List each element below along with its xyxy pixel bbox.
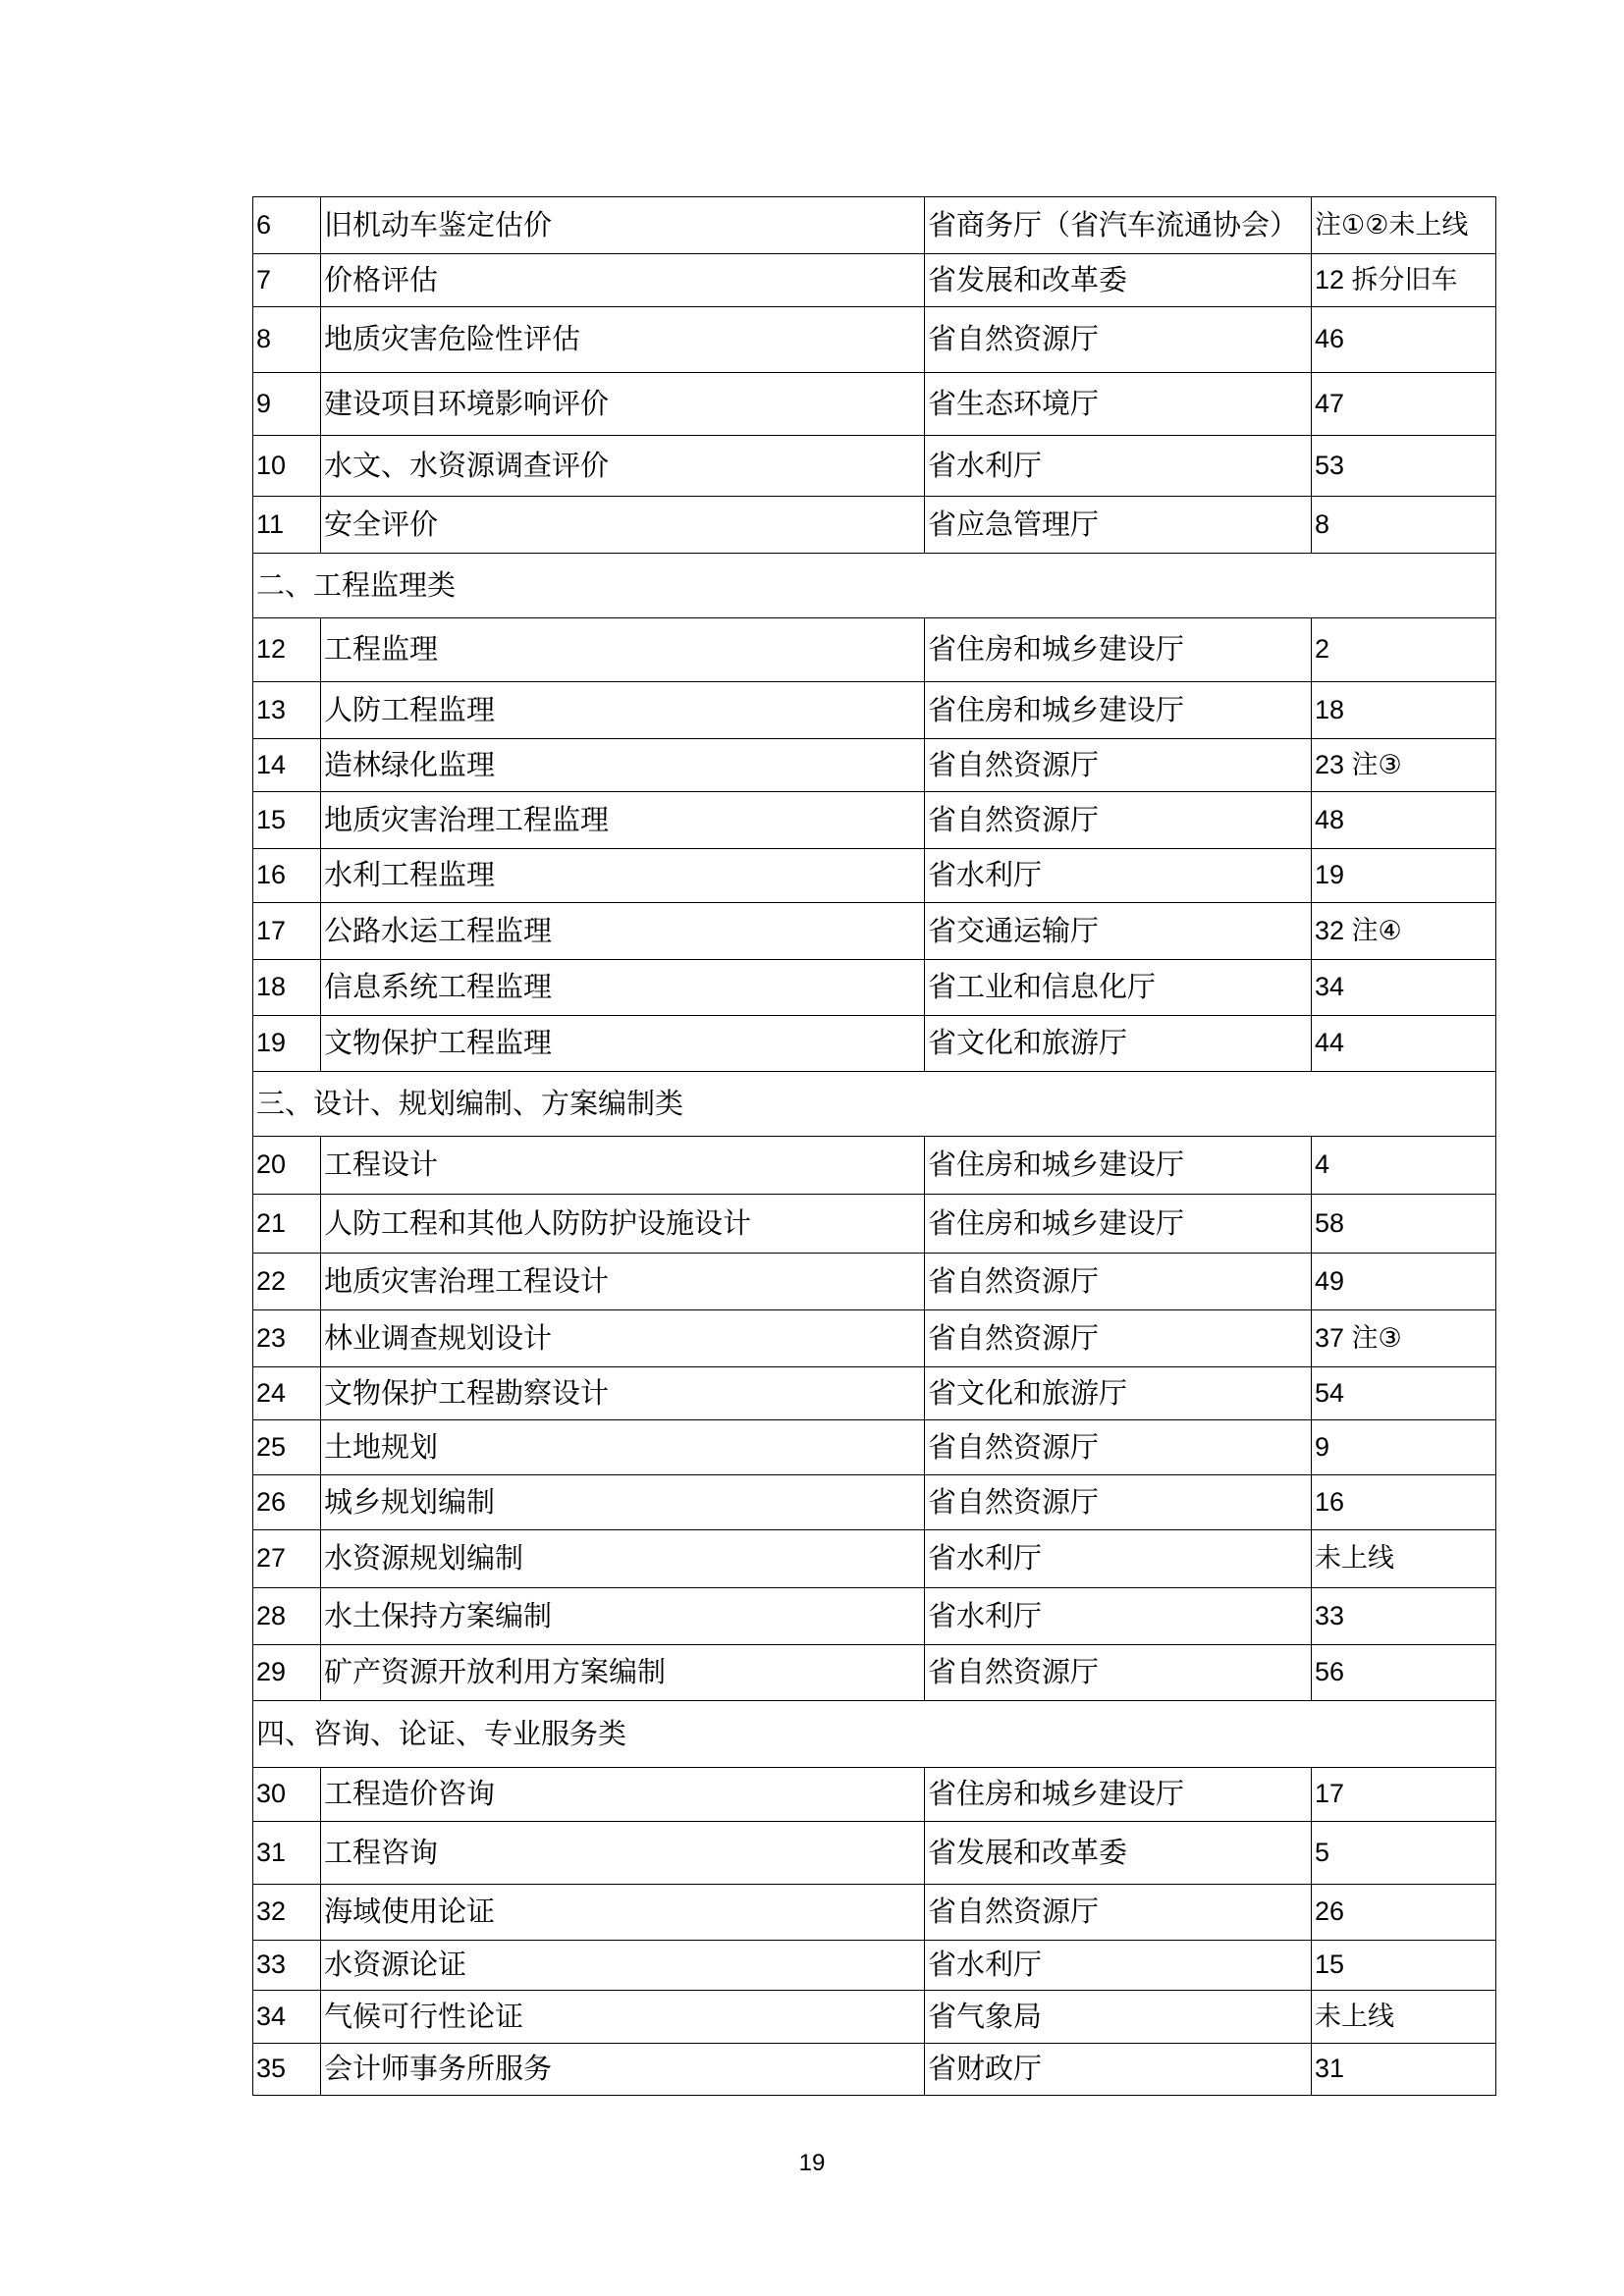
service-name: 文物保护工程监理: [321, 1016, 925, 1072]
department: 省自然资源厅: [925, 739, 1312, 792]
table-row: [253, 307, 1496, 373]
code-note: 48: [1312, 792, 1496, 849]
table-row: [253, 903, 1496, 960]
row-number: 21: [253, 1195, 321, 1254]
service-name: 工程设计: [321, 1137, 925, 1195]
service-name: 文物保护工程勘察设计: [321, 1367, 925, 1420]
service-name: 水文、水资源调查评价: [321, 436, 925, 497]
code-note: 12 拆分旧车: [1312, 254, 1496, 307]
row-number: 16: [253, 849, 321, 903]
code-note: 16: [1312, 1475, 1496, 1530]
code-note: 44: [1312, 1016, 1496, 1072]
row-number: 34: [253, 1991, 321, 2044]
code-note: 37 注③: [1312, 1310, 1496, 1367]
row-number: 15: [253, 792, 321, 849]
table-row: [253, 1991, 1496, 2044]
code-note: 31: [1312, 2044, 1496, 2096]
section-title: 二、工程监理类: [253, 554, 1496, 618]
row-number: 13: [253, 682, 321, 739]
department: 省交通运输厅: [925, 903, 1312, 960]
services-table: [252, 196, 1496, 2096]
service-name: 价格评估: [321, 254, 925, 307]
service-name: 土地规划: [321, 1420, 925, 1475]
service-name: 会计师事务所服务: [321, 2044, 925, 2096]
row-number: 35: [253, 2044, 321, 2096]
table-row: [253, 1195, 1496, 1254]
department: 省自然资源厅: [925, 1475, 1312, 1530]
table-row: [253, 497, 1496, 554]
code-note: 56: [1312, 1645, 1496, 1701]
department: 省商务厅（省汽车流通协会）: [925, 197, 1312, 254]
service-name: 旧机动车鉴定估价: [321, 197, 925, 254]
row-number: 25: [253, 1420, 321, 1475]
table-row: [253, 960, 1496, 1016]
code-note: 18: [1312, 682, 1496, 739]
table-row: [253, 1254, 1496, 1310]
table-row: [253, 1016, 1496, 1072]
table-row: [253, 197, 1496, 254]
department: 省水利厅: [925, 1941, 1312, 1991]
code-note: 53: [1312, 436, 1496, 497]
table-row: [253, 1885, 1496, 1941]
table-row: [253, 1941, 1496, 1991]
table-row: [253, 436, 1496, 497]
row-number: 17: [253, 903, 321, 960]
table-row: [253, 254, 1496, 307]
code-note: 8: [1312, 497, 1496, 554]
service-name: 林业调查规划设计: [321, 1310, 925, 1367]
code-note: 23 注③: [1312, 739, 1496, 792]
department: 省财政厅: [925, 2044, 1312, 2096]
table-row: [253, 1420, 1496, 1475]
row-number: 27: [253, 1530, 321, 1588]
code-note: 46: [1312, 307, 1496, 373]
row-number: 12: [253, 618, 321, 682]
service-name: 安全评价: [321, 497, 925, 554]
department: 省自然资源厅: [925, 792, 1312, 849]
table-row: [253, 2044, 1496, 2096]
row-number: 11: [253, 497, 321, 554]
service-name: 矿产资源开放利用方案编制: [321, 1645, 925, 1701]
department: 省应急管理厅: [925, 497, 1312, 554]
department: 省自然资源厅: [925, 1254, 1312, 1310]
department: 省自然资源厅: [925, 1310, 1312, 1367]
section-row: [253, 554, 1496, 618]
department: 省水利厅: [925, 436, 1312, 497]
row-number: 30: [253, 1768, 321, 1822]
row-number: 33: [253, 1941, 321, 1991]
row-number: 10: [253, 436, 321, 497]
page-number: 19: [798, 2150, 826, 2176]
table-row: [253, 1475, 1496, 1530]
row-number: 31: [253, 1822, 321, 1885]
service-name: 工程咨询: [321, 1822, 925, 1885]
row-number: 23: [253, 1310, 321, 1367]
department: 省发展和改革委: [925, 1822, 1312, 1885]
table-row: [253, 1588, 1496, 1645]
code-note: 2: [1312, 618, 1496, 682]
section-row: [253, 1701, 1496, 1768]
row-number: 26: [253, 1475, 321, 1530]
row-number: 29: [253, 1645, 321, 1701]
section-row: [253, 1072, 1496, 1137]
table-row: [253, 373, 1496, 436]
service-name: 公路水运工程监理: [321, 903, 925, 960]
code-note: 47: [1312, 373, 1496, 436]
service-name: 城乡规划编制: [321, 1475, 925, 1530]
table-body: [253, 197, 1496, 2096]
section-title: 三、设计、规划编制、方案编制类: [253, 1072, 1496, 1137]
code-note: 未上线: [1312, 1991, 1496, 2044]
department: 省自然资源厅: [925, 1645, 1312, 1701]
department: 省发展和改革委: [925, 254, 1312, 307]
department: 省住房和城乡建设厅: [925, 1137, 1312, 1195]
code-note: 17: [1312, 1768, 1496, 1822]
code-note: 26: [1312, 1885, 1496, 1941]
service-name: 造林绿化监理: [321, 739, 925, 792]
code-note: 注①②未上线: [1312, 197, 1496, 254]
service-name: 水利工程监理: [321, 849, 925, 903]
row-number: 9: [253, 373, 321, 436]
row-number: 14: [253, 739, 321, 792]
service-name: 建设项目环境影响评价: [321, 373, 925, 436]
table-row: [253, 792, 1496, 849]
row-number: 7: [253, 254, 321, 307]
service-name: 信息系统工程监理: [321, 960, 925, 1016]
section-title: 四、咨询、论证、专业服务类: [253, 1701, 1496, 1768]
table-row: [253, 618, 1496, 682]
department: 省住房和城乡建设厅: [925, 682, 1312, 739]
row-number: 22: [253, 1254, 321, 1310]
row-number: 32: [253, 1885, 321, 1941]
department: 省生态环境厅: [925, 373, 1312, 436]
code-note: 19: [1312, 849, 1496, 903]
table-row: [253, 739, 1496, 792]
department: 省自然资源厅: [925, 307, 1312, 373]
department: 省住房和城乡建设厅: [925, 1768, 1312, 1822]
department: 省水利厅: [925, 1530, 1312, 1588]
row-number: 24: [253, 1367, 321, 1420]
service-name: 水资源论证: [321, 1941, 925, 1991]
service-name: 气候可行性论证: [321, 1991, 925, 2044]
service-name: 海域使用论证: [321, 1885, 925, 1941]
row-number: 18: [253, 960, 321, 1016]
service-name: 地质灾害危险性评估: [321, 307, 925, 373]
service-name: 水土保持方案编制: [321, 1588, 925, 1645]
code-note: 54: [1312, 1367, 1496, 1420]
department: 省自然资源厅: [925, 1885, 1312, 1941]
service-name: 人防工程和其他人防防护设施设计: [321, 1195, 925, 1254]
table-row: [253, 1530, 1496, 1588]
department: 省文化和旅游厅: [925, 1016, 1312, 1072]
code-note: 34: [1312, 960, 1496, 1016]
code-note: 未上线: [1312, 1530, 1496, 1588]
service-name: 工程监理: [321, 618, 925, 682]
code-note: 33: [1312, 1588, 1496, 1645]
table-row: [253, 682, 1496, 739]
code-note: 49: [1312, 1254, 1496, 1310]
service-name: 工程造价咨询: [321, 1768, 925, 1822]
table-row: [253, 1310, 1496, 1367]
table-row: [253, 1137, 1496, 1195]
row-number: 8: [253, 307, 321, 373]
department: 省自然资源厅: [925, 1420, 1312, 1475]
service-name: 地质灾害治理工程设计: [321, 1254, 925, 1310]
table-row: [253, 1768, 1496, 1822]
code-note: 9: [1312, 1420, 1496, 1475]
department: 省文化和旅游厅: [925, 1367, 1312, 1420]
code-note: 58: [1312, 1195, 1496, 1254]
service-name: 地质灾害治理工程监理: [321, 792, 925, 849]
row-number: 6: [253, 197, 321, 254]
table-row: [253, 1645, 1496, 1701]
row-number: 28: [253, 1588, 321, 1645]
department: 省水利厅: [925, 849, 1312, 903]
code-note: 4: [1312, 1137, 1496, 1195]
code-note: 15: [1312, 1941, 1496, 1991]
department: 省住房和城乡建设厅: [925, 1195, 1312, 1254]
department: 省气象局: [925, 1991, 1312, 2044]
table-row: [253, 1822, 1496, 1885]
row-number: 20: [253, 1137, 321, 1195]
department: 省工业和信息化厅: [925, 960, 1312, 1016]
service-name: 人防工程监理: [321, 682, 925, 739]
table-row: [253, 849, 1496, 903]
department: 省住房和城乡建设厅: [925, 618, 1312, 682]
code-note: 32 注④: [1312, 903, 1496, 960]
code-note: 5: [1312, 1822, 1496, 1885]
table-row: [253, 1367, 1496, 1420]
row-number: 19: [253, 1016, 321, 1072]
service-name: 水资源规划编制: [321, 1530, 925, 1588]
department: 省水利厅: [925, 1588, 1312, 1645]
